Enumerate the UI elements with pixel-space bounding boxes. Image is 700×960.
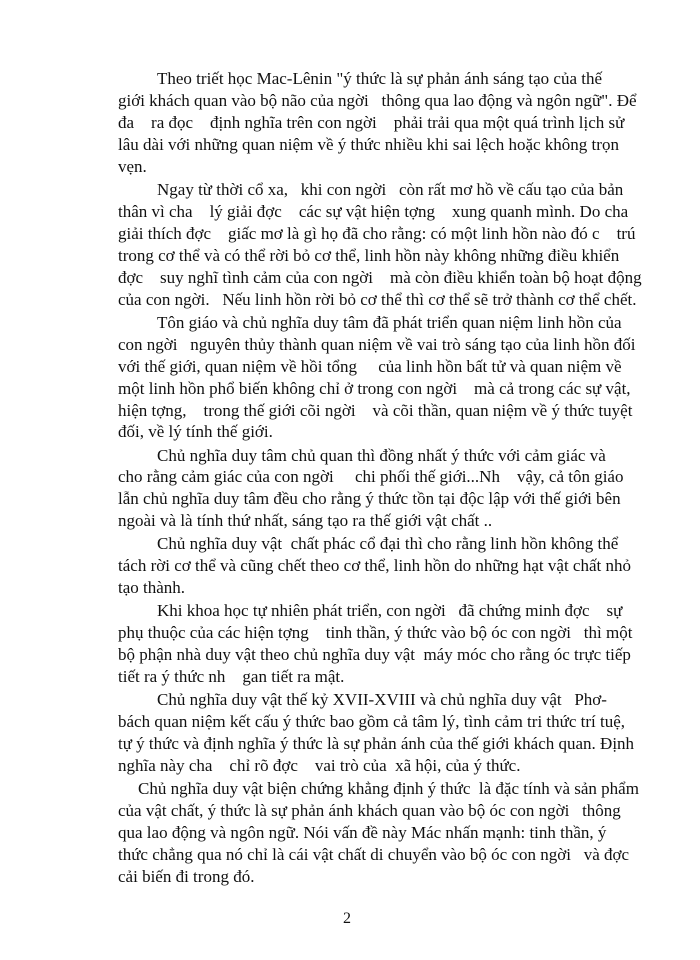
text-line: tự ý thức và định nghĩa ý thức là sự phản ánh của thế giới khách quan. Định — [118, 734, 635, 753]
text-line: giới khách quan vào bộ não của ngời thông qua lao động và ngôn ngữ". Để — [118, 91, 637, 110]
text-line: qua lao động và ngôn ngữ. Nói vấn đề này Mác nhấn mạnh: tinh thần, ý — [118, 823, 607, 842]
text-line: của con ngời. Nếu linh hồn rời bỏ cơ thể thì cơ thể sẽ trở thành cơ thể chết. — [118, 290, 637, 309]
text-line: Chủ nghĩa duy vật chất phác cổ đại thì cho rằng linh hồn không thể — [157, 534, 619, 553]
text-line: nghĩa này cha chỉ rõ đợc vai trò của xã hội, của ý thức. — [118, 756, 521, 775]
text-line: cho rằng cảm giác của con ngời chi phối thế giới...Nh vậy, cả tôn giáo — [118, 467, 624, 486]
text-line: đối, về lý tính thế giới. — [118, 422, 273, 441]
text-line: với thế giới, quan niệm về hồi tổng của linh hồn bất tử và quan niệm về — [118, 357, 622, 376]
page-number: 2 — [343, 910, 351, 927]
text-line: lâu dài với những quan niệm về ý thức nhiều khi sai lệch hoặc không trọn — [118, 135, 619, 154]
text-line: Tôn giáo và chủ nghĩa duy tâm đã phát triển quan niệm linh hồn của — [157, 313, 622, 332]
text-line: của vật chất, ý thức là sự phản ánh khách quan vào bộ óc con ngời thông — [118, 801, 621, 820]
text-line: đa ra đọc định nghĩa trên con ngời phải trải qua một quá trình lịch sử — [118, 113, 625, 132]
text-line: vẹn. — [118, 157, 147, 176]
text-line: Chủ nghĩa duy vật thế kỷ XVII-XVIII và chủ nghĩa duy vật Phơ- — [157, 690, 607, 709]
text-line: ngoài và là tính thứ nhất, sáng tạo ra thế giới vật chất .. — [118, 511, 493, 530]
text-line: tiết ra ý thức nh gan tiết ra mật. — [118, 667, 345, 686]
text-line: Chủ nghĩa duy tâm chủ quan thì đồng nhất ý thức với cảm giác và — [157, 446, 606, 465]
text-line: hiện tợng, trong thế giới cõi ngời và cõi thần, quan niệm về ý thức tuyệt — [118, 401, 633, 420]
text-line: bách quan niệm kết cấu ý thức bao gồm cả tâm lý, tình cảm tri thức trí tuệ, — [118, 712, 626, 731]
text-line: giải thích đợc giấc mơ là gì họ đã cho rằng: có một linh hồn nào đó c trú — [118, 224, 636, 243]
text-line: thức chẳng qua nó chỉ là cái vật chất di chuyển vào bộ óc con ngời và đợc — [118, 845, 630, 864]
text-line: Chủ nghĩa duy vật biện chứng khẳng định ý thức là đặc tính và sản phẩm — [138, 779, 639, 798]
text-line: con ngời nguyên thủy thành quan niệm về vai trò sáng tạo của linh hồn đối — [118, 335, 636, 354]
text-line: cải biến đi trong đó. — [118, 867, 255, 886]
text-line: đợc suy nghĩ tình cảm của con ngời mà còn điều khiển toàn bộ hoạt động — [118, 268, 642, 287]
text-line: tách rời cơ thể và cũng chết theo cơ thể, linh hồn do những hạt vật chất nhỏ — [118, 556, 631, 575]
text-line: tạo thành. — [118, 578, 186, 597]
text-line: phụ thuộc của các hiện tợng tinh thần, ý thức vào bộ óc con ngời thì một — [118, 623, 633, 642]
text-line: Ngay từ thời cổ xa, khi con ngời còn rất mơ hồ về cấu tạo của bản — [157, 180, 624, 199]
text-line: trong cơ thể và có thể rời bỏ cơ thể, linh hồn này không những điều khiển — [118, 246, 620, 265]
text-line: bộ phận nhà duy vật theo chủ nghĩa duy vật máy móc cho rằng óc trực tiếp — [118, 645, 631, 664]
text-line: thân vì cha lý giải đợc các sự vật hiện tợng xung quanh mình. Do cha — [118, 202, 629, 221]
text-line: lẫn chủ nghĩa duy tâm đều cho rằng ý thức tồn tại độc lập với thế giới bên — [118, 489, 621, 508]
text-line: một linh hồn phổ biến không chỉ ở trong con ngời mà cả trong các sự vật, — [118, 379, 631, 398]
text-line: Khi khoa học tự nhiên phát triển, con ngời đã chứng minh đợc sự — [157, 601, 623, 620]
text-line: Theo triết học Mac-Lênin "ý thức là sự phản ánh sáng tạo của thế — [157, 69, 603, 88]
